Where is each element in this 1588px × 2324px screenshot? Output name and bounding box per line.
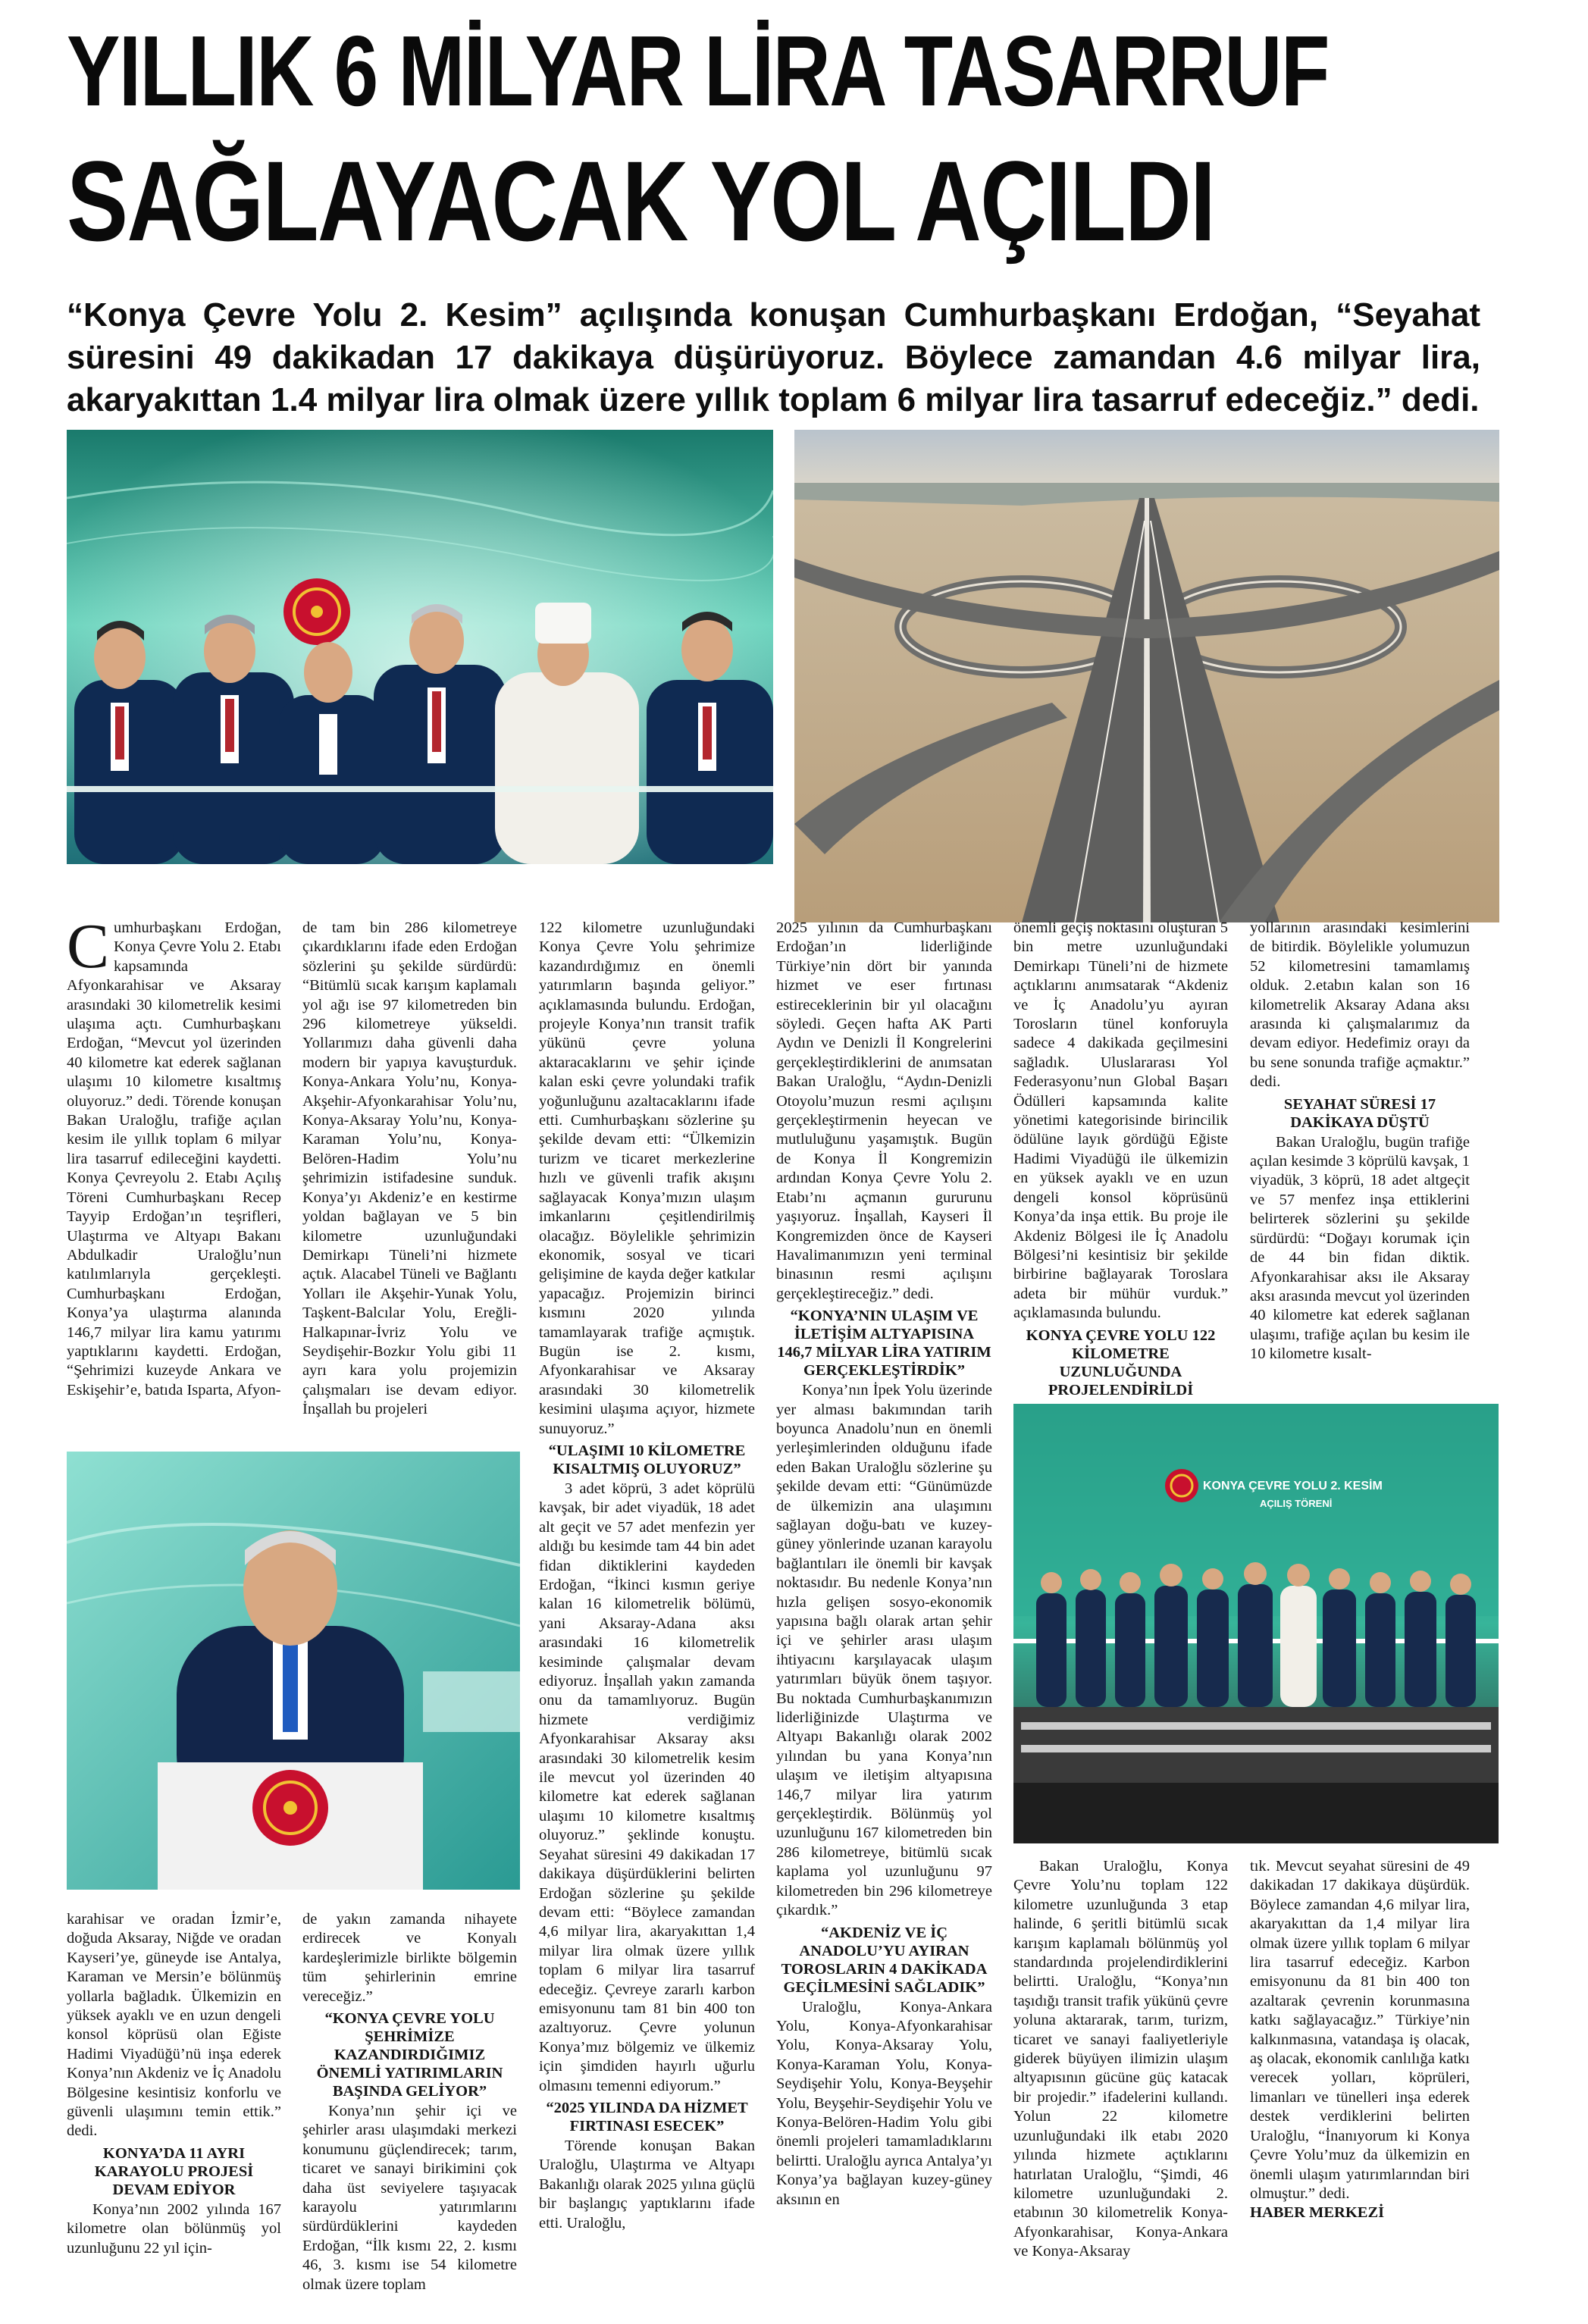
subheading: KONYA ÇEVRE YOLU 122 KİLOMETRE UZUNLUĞUNDA PROJELENDİRİLDİ: [1026, 1326, 1216, 1398]
column-2-upper: [302, 919, 517, 1420]
aerial-highway-photo: [794, 430, 1499, 922]
paragraph: 122 kilometre uzunluğundaki Konya Çevre Yolu şehrimize kazandırdığımız en önemli yatırımların başında geliyor.” açıklamasında bulundu. Erdoğan, projeyle Konya’nın transit trafik yükünü çevre yoluna aktaracaklarını ve şehir içinde kalan eski çevre yolundaki trafik yoğunluğunu azaltacaklarını ifade etti. Cumhurbaşkanı sözlerine şu şekilde devam etti: “Ülkemizin turizm ve ticaret merkezlerine hızlı ve güvenli trafik akışını sağlayacak Konya’mızın ulaşım imkanlarını çeşitlendirilmiş olacağız. Böylelikle şehrimizin ekonomik, sosyal ve ticari gelişimine de kayda değer katkılar yapacağız. Projemizin birinci kısmını 2020 yılında tamamlayarak trafiğe açmıştık. Bugün ise 2. kısmı, Afyonkarahisar ve Aksaray arasındaki 30 kilometrelik kesimini ulaşıma açıyor, hizmete sunuyoruz.”: [539, 919, 755, 1437]
speech-illustration: [67, 1452, 520, 1890]
subheading: SEYAHAT SÜRESİ 17 DAKİKAYA DÜŞTÜ: [1283, 1095, 1436, 1131]
signature: HABER MERKEZİ: [1250, 2204, 1385, 2222]
subheading: KONYA’DA 11 AYRI KARAYOLU PROJESİ DEVAM EDİYOR: [94, 2144, 254, 2198]
paragraph: 3 adet köprü, 3 adet köprülü kavşak, bir adet viyadük, 18 adet alt geçit ve 57 adet menfezin yer aldığı bu kesimde tam 44 bin adet fidan diktiklerini kaydeden Erdoğan, “İkinci kısmın geriye kalan 16 kilometrelik bölümü, yani Aksaray-Adana aksı arasındaki 16 kilometrelik kesiminde çalışmalar devam ediyoruz. İnşallah yakın zamanda onu da tamamlıyoruz. Bugün hizmete verdiğimiz Afyonkarahisar Aksaray aksı arasındaki 30 kilometrelik kesim ile mevcut yol üzerinden 40 kilometre kat ederek sağlanan ulaşımı 10 kilometre kısaltmış oluyoruz.” şeklinde konuştu. Seyahat süresini 49 dakikadan 17 dakikaya düşürdüklerini belirten Erdoğan sözlerine şu şekilde devam etti: “Böylece zamandan 4,6 milyar lira, akaryakıttan 1,4 milyar lira olmak üzere yıllık toplam 6 milyar lira tasarruf edeceğiz. Çevreye zararlı karbon emisyonunu tam 81 bin 400 ton azaltıyoruz. Çevre yolunun Konya’mız bölgemiz ve ülkemiz için şimdiden hayırlı uğurlu olmasını temenni ediyorum.”: [539, 1480, 755, 2094]
column-5-lower: [1013, 1857, 1228, 2262]
paragraph: Bakan Uraloğlu, bugün trafiğe açılan kesimde 3 köprülü kavşak, 1 viyadük, 3 köprü, 18 adet altgeçit ve 57 menfez inşa ettiklerini belirterek sözlerini şu şekilde sürdürdü: “Doğayı korumak için de 44 bin fidan diktik. Afyonkarahisar aksı ile Aksaray aksı arasında mevcut yol üzerinden 40 kilometre kat ederek sağlanan ulaşımı, trafiğe açılan bu kesim ile 10 kilometre kısalt-: [1250, 1133, 1470, 1363]
subheading: “AKDENİZ VE İÇ ANADOLU’YU AYIRAN TOROSLARIN 4 DAKİKADA GEÇİLMESİNİ SAĞLADIK”: [781, 1924, 988, 1996]
erdogan-speech-photo: [67, 1452, 520, 1890]
column-1-lower: [67, 1910, 281, 2258]
ribbon-cutting-illustration: [67, 430, 773, 864]
subheading: “ULAŞIMI 10 KİLOMETRE KISALTMIŞ OLUYORUZ”: [548, 1442, 746, 1477]
subheading: “KONYA’NIN ULAŞIM VE İLETİŞİM ALTYAPISINA 146,7 MİLYAR LİRA YATIRIM GERÇEKLEŞTİRDİK”: [777, 1308, 991, 1380]
paragraph: yollarının arasındaki kesimlerini de bitirdik. Böylelikle yolumuzun 52 kilometresini tamamlamış olduk. 2.etabın kalan son 16 kilometrelik Aksaray Adana aksı arasında ki çalışmalarımız da devam ediyor. Hedefimiz orayı da bu sene sonunda trafiğe açmaktır.” dedi.: [1250, 919, 1470, 1091]
stage-banner-title: KONYA ÇEVRE YOLU 2. KESİM: [1203, 1480, 1383, 1492]
paragraph: Konya’nın İpek Yolu üzerinde yer alması bakımından tarih boyunca Anadolu’nun en önemli yerleşimlerinden olduğunu ifade eden Bakan Uraloğlu sözlerine şu şekilde devam etti: “Günümüzde de ülkemizin ana ulaşımını sağlayan doğu-batı ve kuzey-güney yönlerinde uzanan karayolu bağlantıları ile önemli bir kavşak noktasıdır. Bu nedenle Konya’nın hızla gelişen sosyo-ekonomik yapısına bağlı olarak artan şehir içi ve şehirler arası ulaşım ihtiyacını karşılayacak ulaşım yatırımları büyük önem taşıyor. Bu noktada Cumhurbaşkanımızın liderliğinizde Ulaştırma ve Altyapı Bakanlığı olarak 2002 yılından bu yana Konya’nın ulaşım ve iletişim altyapısına 146,7 milyar lira yatırım gerçekleştirdik. Bölünmüş yol uzunluğunu 167 kilometreden bin 286 kilometreye, bitümlü sıcak kaplama yol uzunluğunu 97 kilometreden bin 296 kilometreye çıkardık.”: [776, 1382, 992, 1919]
drop-cap: C: [67, 911, 110, 982]
column-2-lower: [302, 1910, 517, 2294]
lede-paragraph: “Konya Çevre Yolu 2. Kesim” açılışında konuşan Cumhurbaşkanı Erdoğan, “Seyahat süresini 49 dakikadan 17 dakikaya düşürüyoruz. Böylece zamandan 4.6 milyar lira, akaryakıttan 1.4 milyar lira olmak üzere yıllık toplam 6 milyar lira tasarruf edeceğiz.” dedi.: [67, 296, 1480, 418]
column-3: [539, 919, 755, 2233]
paragraph: Törende konuşan Bakan Uraloğlu, Ulaştırma ve Altyapı Bakanlığı olarak 2025 yılına güçlü bir başlangıç yaptıklarını ifade etti. Uraloğlu,: [539, 2137, 755, 2232]
ribbon-cutting-photo: [67, 430, 773, 864]
column-5-upper: [1013, 919, 1228, 1401]
paragraph: Bakan Uraloğlu, Konya Çevre Yolu’nu toplam 122 kilometre uzunluğunda 3 etap halinde, 6 şeritli bitümlü sıcak karışım kaplamalı bölünmüş yol standardında projelendirdiklerini belirtti. Uraloğlu, “Konya’nın taşıdığı transit trafik yükünü çevre yoluna aktararak, tarım, turizm, ticaret ve sanayi faaliyetleriyle giderek büyüyen ilimizin ulaşım altyapısının gücüne güç katacak bir projedir.” ifadelerini kullandı. Yolun 22 kilometre uzunluğundaki ilk etabı 2020 yılında hizmete açtıklarını hatırlatan Uraloğlu, “Şimdi, 46 kilometre uzunluğundaki 2. etabının 30 kilometrelik Konya-Afyonkarahisar, Konya-Ankara ve Konya-Aksaray: [1013, 1858, 1228, 2260]
column-4: [776, 919, 992, 2210]
subheading: “2025 YILINDA DA HİZMET FIRTINASI ESECEK”: [546, 2099, 748, 2135]
paragraph: de tam bin 286 kilometreye çıkardıklarını ifade eden Erdoğan sözlerini şu şekilde sürdürdü: “Bitümlü sıcak karışım kaplamalı yol ağı ise 97 kilometreden bin 296 kilometreye yükseldi. Yollarımızı daha güvenli daha modern bir yapıya kavuşturduk. Konya-Ankara Yolu’nu, Konya-Akşehir-Afyonkarahisar Yolu’nu, Konya-Aksaray Yolu’nu, Konya-Karaman Yolu’nu, Konya-Belören-Hadim Yolu’nu şehrimizin istifadesine sunduk. Konya’yı Akdeniz’e en kestirme yoldan bağlayan ve 5 bin kilometre uzunluğundaki Demirkapı Tüneli’ni hizmete açtık. Alacabel Tüneli ve Bağlantı Yolları ile Akşehir-Yunak Yolu, Taşkent-Balcılar Yolu, Ereğli-Halkapınar-İvriz Yolu ve Seydişehir-Bozkır Yolu gibi 11 ayrı kara yolu projemizin çalışmaları ise devam ediyor. İnşallah bu projeleri: [302, 919, 517, 1418]
column-6-lower: [1250, 1857, 1470, 2223]
headline-line-2: SAĞLAYACAK YOL AÇILDI: [67, 137, 1215, 265]
paragraph: Konya’nın 2002 yılında 167 kilometre olan bölünmüş yol uzunluğunu 22 yıl için-: [67, 2200, 281, 2257]
column-1-upper: [67, 911, 281, 1400]
column-6-upper: [1250, 919, 1470, 1364]
paragraph: tık. Mevcut seyahat süresini de 49 dakikadan 17 dakikaya düşürdük. Böylece zamandan 4,6 milyar lira, akaryakıttan da 1,4 milyar lira olmak üzere yıllık toplam 6 milyar lira tasarruf edeceğiz. Karbon emisyonunu da 81 bin 400 ton azaltarak çevrenin korunmasına katkı sağlayacağız.” Türkiye’nin kalkınmasına, vatandaşa iş olacak, aş olacak, ekonomik canlılığa katkı verecek yolları, köprüleri, limanları ve tünelleri inşa ederek destek verdiklerini belirten Uraloğlu, “İnanıyorum ki Konya Çevre Yolu’muz da ülkemizin en önemli ulaşım yatırımlarından biri olmuştur.” dedi.: [1250, 1858, 1470, 2202]
paragraph: Konya’nın şehir içi ve şehirler arası ulaşımdaki merkezi konumunu güçlendirecek; tarım, ticaret ve sanayi birikimini çok daha üst seviyelere taşıyacak karayolu yatırımlarını sürdürdüklerini kaydeden Erdoğan, “İlk kısmı 22, 2. kısmı 46, 3. kısmı ise 54 kilometre olmak üzere toplam: [302, 2103, 517, 2293]
paragraph: önemli geçiş noktasını oluşturan 5 bin metre uzunluğundaki Demirkapı Tüneli’ni de hizmete açtıklarını anımsatarak “Akdeniz ve İç Anadolu’yu ayıran Torosların tünel konforuyla sadece 4 dakikada geçilmesini sağladık. Uluslararası Yol Federasyonu’nun Global Başarı Ödülleri kapsamında kalite yönetimi kategorisinde birincilik ödülüne layık gördüğü Eğiste Hadimi Viyadüğü ile ülkemizin en yüksek ayaklı ve en uzun dengeli konsol köprüsünü Konya’da inşa ettik. Bu proje ile Akdeniz Bölgesi ile İç Anadolu Bölgesi’ni kesintisiz bir şekilde birbirine bağlayarak Toroslara adeta bir mühür vurduk.” açıklamasında bulundu.: [1013, 919, 1228, 1322]
ceremony-illustration: [1013, 1404, 1499, 1843]
ceremony-stage-photo: [1013, 1404, 1499, 1843]
stage-banner-subtitle: AÇILIŞ TÖRENİ: [1260, 1498, 1333, 1509]
paragraph: Cumhurbaşkanı Erdoğan, Konya Çevre Yolu 2. Etabı kapsamında Afyonkarahisar ve Aksaray arasındaki 30 kilometrelik kesimi ulaşıma açtı. Cumhurbaşkanı Erdoğan, “Mevcut yol üzerinden 40 kilometre kat ederek sağlanan ulaşımı 10 kilometre kısaltmış oluyoruz.” dedi. Törende konuşan Bakan Uraloğlu, trafiğe açılan kesim ile yıllık toplam 6 milyar lira tasarruf edileceğini kaydetti. Konya Çevreyolu 2. Etabı Açılış Töreni Cumhurbaşkanı Recep Tayyip Erdoğan’ın teşrifleri, Ulaştırma ve Altyapı Bakanı Abdulkadir Uraloğlu’nun katılımlarıyla gerçekleşti. Cumhurbaşkanı Erdoğan, Konya’ya ulaştırma alanında 146,7 milyar lira kamu yatırımı yaptıklarını kaydetti. Erdoğan, “Şehrimizi kuzeyde Ankara ve Eskişehir’e, batıda Isparta, Afyon-: [67, 911, 281, 1398]
paragraph: de yakın zamanda nihayete erdirecek ve Konyalı kardeşlerimizle birlikte bölgemin tüm şehirlerinin emrine vereceğiz.”: [302, 1911, 517, 2005]
paragraph: karahisar ve oradan İzmir’e, doğuda Aksaray, Niğde ve oradan Kayseri’ye, güneyde ise Antalya, Karaman ve Mersin’e bölünmüş yollarla bağladık. Ülkemizin en yüksek ayaklı ve en uzun dengeli konsol köprüsü olan Eğiste Hadimi Viyadüğü’nü inşa ederek Konya’nın Akdeniz ve İç Anadolu Bölgesine kesintisiz konforlu ve güvenli ulaşımını temin ettik.” dedi.: [67, 1911, 281, 2140]
headline-line-1: YILLIK 6 MİLYAR LİRA TASARRUF: [67, 15, 1329, 127]
paragraph: Uraloğlu, Konya-Ankara Yolu, Konya-Afyonkarahisar Yolu, Konya-Aksaray Yolu, Konya-Karaman Yolu, Konya-Seydişehir Yolu, Konya-Beyşehir Yolu, Beyşehir-Seydişehir Yolu ve Konya-Belören-Hadim Yolu gibi önemli projeleri tamamladıklarını belirtti. Uraloğlu ayrıca Antalya’yı Konya’ya bağlayan kuzey-güney aksının en: [776, 1998, 992, 2208]
paragraph: 2025 yılının da Cumhurbaşkanı Erdoğan’ın liderliğinde Türkiye’nin dört bir yanında hizmet ve eser fırtınası estireceklerinin bir yıl olacağını söyledi. Geçen hafta AK Parti Aydın ve Denizli İl Kongrelerini gerçekleştirdiklerini de anımsatan Bakan Uraloğlu, “Aydın-Denizli Otoyolu’muzun resmi açılışını gerçekleştirmenin heyecan ve mutluluğunu yaşamıştık. Bugün de Konya İl Kongremizin ardından Konya Çevre Yolu 2. Etabı’nı açmanın gururunu yaşıyoruz. İnşallah, Kayseri İl Kongremizden önce de Kayseri Havalimanımızın yeni terminal binasının resmi açılışını gerçekleştireceğiz.” dedi.: [776, 919, 992, 1302]
aerial-highway-illustration: [794, 430, 1499, 922]
subheading: “KONYA ÇEVRE YOLU ŞEHRİMİZE KAZANDIRDIĞIMIZ ÖNEMLİ YATIRIMLARIN BAŞINDA GELİYOR”: [316, 2010, 503, 2100]
